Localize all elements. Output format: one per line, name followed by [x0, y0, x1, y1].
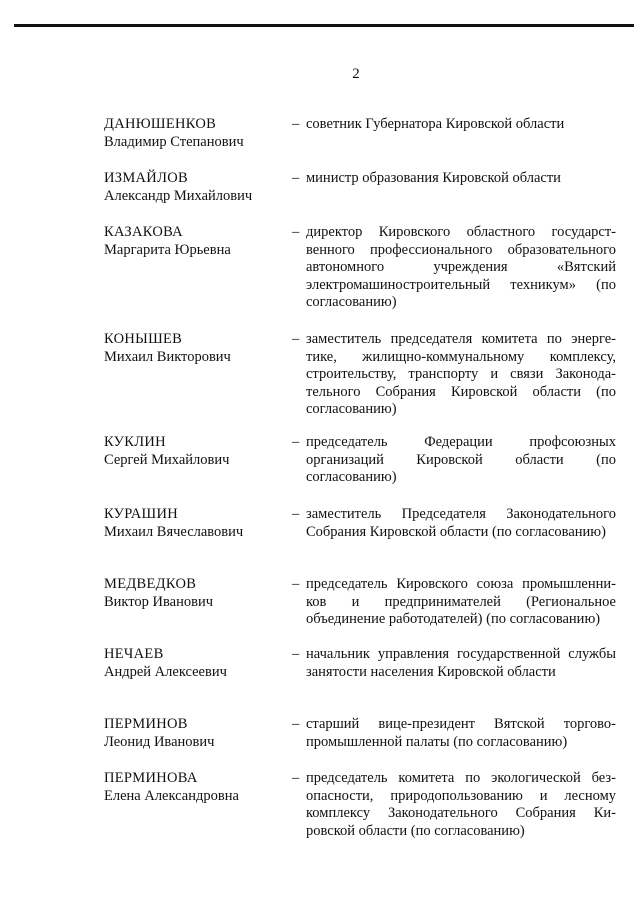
member-role: начальник управления государственной службы занятости населения Кировской области — [306, 646, 616, 680]
member-surname: КУКЛИН — [104, 434, 166, 450]
member-given-names: Андрей Алексеевич — [104, 663, 227, 680]
role-dash: – — [292, 770, 300, 786]
member-surname: МЕДВЕДКОВ — [104, 576, 197, 592]
member-name — [104, 224, 294, 259]
member-given-names: Леонид Иванович — [104, 733, 215, 750]
member-name — [104, 716, 294, 751]
member-role: председатель Кировского союза промышленников и предпринимателей (Региональное объединение работодателей) (по согласованию) — [306, 576, 616, 627]
role-dash: – — [292, 434, 300, 450]
member-surname: КОНЫШЕВ — [104, 331, 183, 347]
member-surname: НЕЧАЕВ — [104, 646, 164, 662]
member-role: старший вице-президент Вятской торгово-промышленной палаты (по согласованию) — [306, 716, 616, 750]
member-surname: КУРАШИН — [104, 506, 178, 522]
member-role: заместитель председателя комитета по энергетике, жилищно-коммунальному комплексу, строительству, транспорту и связи Законодательного Собрания Кировской области (по согласованию) — [306, 331, 616, 417]
member-name — [104, 576, 294, 611]
member-name — [104, 506, 294, 541]
member-role: председатель Федерации профсоюзных организаций Кировской области (по согласованию) — [306, 434, 616, 485]
member-given-names: Владимир Степанович — [104, 133, 244, 150]
member-name — [104, 434, 294, 469]
member-given-names: Александр Михайлович — [104, 187, 253, 204]
member-role: советник Губернатора Кировской области — [306, 116, 565, 132]
role-dash: – — [292, 576, 300, 592]
member-surname: ПЕРМИНОВА — [104, 770, 198, 786]
page-number: 2 — [352, 66, 360, 82]
member-given-names: Сергей Михайлович — [104, 451, 230, 468]
member-given-names: Маргарита Юрьевна — [104, 241, 231, 258]
member-role: министр образования Кировской области — [306, 170, 561, 186]
role-dash: – — [292, 116, 300, 132]
role-dash: – — [292, 506, 300, 522]
role-dash: – — [292, 716, 300, 732]
role-dash: – — [292, 331, 300, 347]
member-name — [104, 170, 294, 205]
member-surname: ПЕРМИНОВ — [104, 716, 188, 732]
member-name — [104, 331, 294, 366]
member-given-names: Михаил Вячеславович — [104, 523, 244, 540]
member-surname: ДАНЮШЕНКОВ — [104, 116, 217, 132]
role-dash: – — [292, 646, 300, 662]
role-dash: – — [292, 170, 300, 186]
member-given-names: Михаил Викторович — [104, 348, 231, 365]
member-name — [104, 116, 294, 151]
member-given-names: Виктор Иванович — [104, 593, 214, 610]
member-name — [104, 646, 294, 681]
member-surname: ИЗМАЙЛОВ — [104, 170, 188, 186]
member-role: заместитель Председателя Законодательного Собрания Кировской области (по согласованию) — [306, 506, 616, 540]
member-role: директор Кировского областного государственного профессионального образовательного автономного учреждения «Вятский электромашиностроительный техникум» (по согласованию) — [306, 224, 616, 310]
top-rule — [14, 24, 634, 27]
role-dash: – — [292, 224, 300, 240]
member-role: председатель комитета по экологической безопасности, природопользованию и лесному комплексу Законодательного Собрания Кировской области (по согласованию) — [306, 770, 616, 839]
member-name — [104, 770, 294, 805]
member-surname: КАЗАКОВА — [104, 224, 183, 240]
member-given-names: Елена Александровна — [104, 787, 239, 804]
